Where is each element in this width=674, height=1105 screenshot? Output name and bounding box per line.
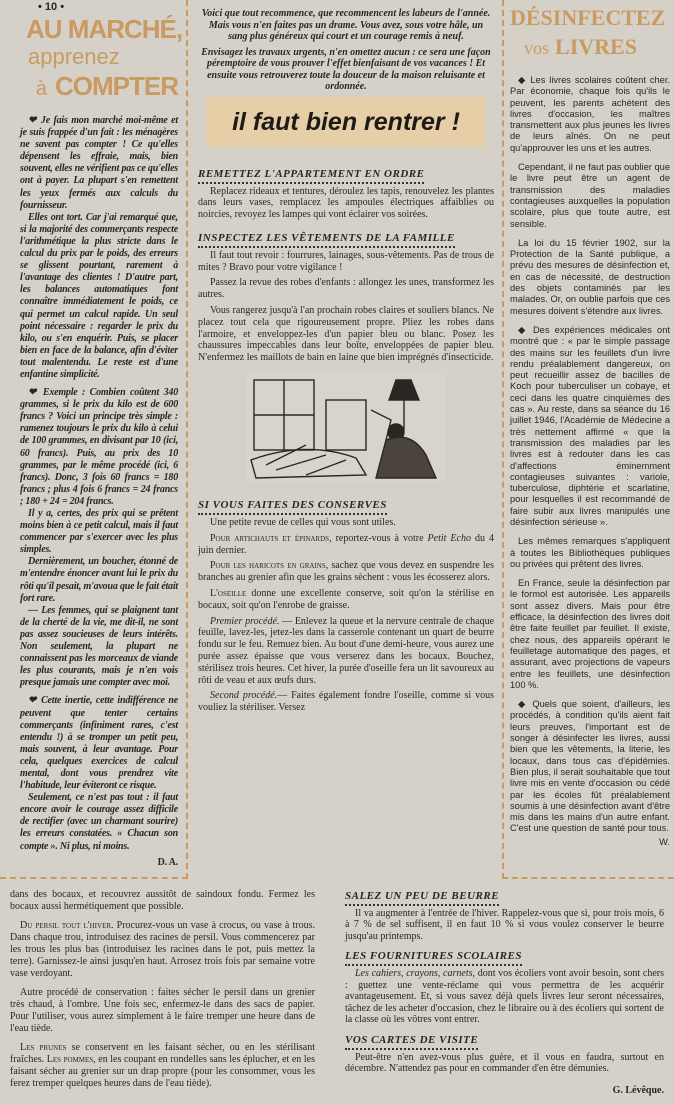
text: , sachez que vous devez en suspendre les branches au grenier afin que les grains sèchent : vous les écosserez alors. [198, 560, 494, 584]
lead-words: Les prunes [20, 1041, 67, 1053]
lead-words: Du persil tout l'hiver [20, 919, 112, 931]
paragraph: ❤ Cette inertie, cette indifférence ne peuvent que tenter certains commerçants (infiniment rares, c'est entendu !) à se tromper un petit peu, mais souvent, à leur avantage. Pour cela, quelques exercices de calcul mental, dont vous prendrez vite l'habitude, leur éviteront ce risque. [20, 695, 178, 792]
section-heading: VOS CARTES DE VISITE [345, 1033, 478, 1050]
text: . Procurez-vous un vase à crocus, ou vase à trous. Dans chaque trou, introduisez des racines de persil. Vous commencerez par les trous les plus bas (introduisez les racines dans le pot, puis mettez la terre). Garnissez-le ainsi jusqu'en haut. Arrosez trois fois par semaine votre vase verdoyant. [10, 919, 315, 979]
left-title-line3 [6, 70, 178, 105]
intro-paragraph: Voici que tout recommence, que recommencent les labeurs de l'année. Mais vous n'en faites pas un drame. Vous avez, sous votre hâle, un sang plus généreux qui court et un courage remis à neuf. [201, 8, 491, 42]
bottom-left-text [10, 889, 315, 1097]
paragraph: dans des bocaux, et recouvrez aussitôt de saindoux fondu. Fermez les bocaux aussi hermétiquement que possible. [10, 888, 315, 912]
paragraph [10, 1042, 315, 1090]
section-heading: SALEZ UN PEU DE BEURRE [345, 889, 499, 906]
right-article-frame [502, 0, 674, 879]
paragraph: Dernièrement, un boucher, étonné de m'entendre énoncer avant lui le prix du rôti qu'il pesait, m'avoua que le fait était fort rare. [20, 556, 178, 604]
paragraph: Il faut tout revoir : fourrures, lainages, sous-vêtements. Pas de trous de mites ? Bravo pour votre vigilance ! [198, 249, 494, 273]
lead-words: Pour artichauts et épinards [210, 532, 330, 544]
text: donne une excellente conserve, soit qu'on la stérilise en bocaux, soit qu'on l'enrobe de graisse. [198, 588, 494, 611]
right-title-line2 [510, 32, 670, 63]
right-title-line1: DÉSINFECTEZ [510, 5, 666, 30]
text: se conservent en les faisant sécher, ou en les stérilisant fraîches. [10, 1041, 315, 1065]
paragraph: Cependant, il ne faut pas oublier que le livre peut être un agent de transmission des maladies contagieuses auxquelles la population scolaire, plus que toute autre, est sensible. [510, 162, 670, 229]
paragraph: Une petite revue de celles qui vous sont utiles. [210, 517, 396, 529]
signature: D. A. [157, 856, 178, 868]
paragraph: ◆ Des expériences médicales ont montré que : « par le simple passage des mains sur les feuillets d'un livre rendu préalablement dangereux, on peut recueillir assez de bacilles de Koch pour tuberculiser un cobaye, et ceci dans les quatre cinquièmes des cas ». Au reste, dans sa séance du 16 juillet 1946, l'Académie de Médecine a très nettement affirmé « que la transmission des maladies par les livres est à redouter dans les cas d'affections éminemment contagieuses suivantes : variole, tuberculose, diphtérie et scarlatine, pour lesquelles il est recommandé de faire subir aux livres manipulés une désinfection sérieuse ». [510, 324, 670, 527]
left-title-small: à [35, 78, 47, 100]
paragraph [198, 560, 494, 584]
paragraph: Replacez rideaux et tentures, déroulez les tapis, renouvelez les plantes dans leurs vases, remplacez les ampoules électriques affaiblies ou noircies, revoyez les lampes qui vont éclairer vos soirées. [198, 185, 494, 221]
text: , dont vos écoliers vont avoir besoin, sont chers : guettez une vente-réclame qui vous permettra de les acquérir avantageusement. Et, si vous savez déjà quels livres leur seront nécessaires, tâchez de les acheter d'occasion, chez le libraire ou à des écoliers qui sortent de la classe où les vôtres vont entrer. [345, 968, 664, 1026]
lead-words: Premier procédé. [210, 615, 280, 627]
paragraph: Il va augmenter à l'entrée de l'hiver. Rappelez-vous que si, pour trois mois, 6 à 7 % de sel suffisent, il en faut 10 % si vous voulez conserver le beurre jusqu'au printemps. [345, 907, 664, 942]
paragraph: ❤ Exemple : Combien coûtent 340 grammes, si le prix du kilo est de 600 francs ? Voici un principe très simple : ramenez toujours le prix du kilo à celui de 100 grammes, en divisant par 10 (ici, 60 francs). Puis, au prix des 10 grammes, par le même procédé (ici, 6 francs). Donc, 3 fois 60 francs = 180 francs ; plus 4 fois 6 francs = 24 francs ; 180 + 24 = 204 francs. [20, 387, 178, 507]
text: — Faites également fondre l'oseille, comme si vous vouliez la stériliser. Versez [198, 690, 494, 714]
text: , en les coupant en rondelles sans les éplucher, et en les faisant sécher au grenier sur un drap propre (pour les consommer, vous les ferez tremper quelques heures dans de l'eau tiède). [10, 1053, 315, 1089]
lead-words: L'oseille [210, 588, 247, 600]
right-article-body [510, 75, 670, 848]
paragraph [10, 920, 315, 980]
left-title-line2: apprenez [28, 44, 120, 69]
magazine-name: Petit Echo [427, 532, 471, 544]
bottom-right-text [345, 889, 664, 1097]
paragraph: — Les femmes, qui se plaignent tant de la cherté de la vie, me dit-il, ne sont pas assez soucieuses de leurs intérêts. Non seulement, la plupart ne connaissent pas les morceaux de viande les plus courants, mais je n'en vois presque jamais une compter avec moi. [20, 604, 178, 689]
right-title-small: vos [524, 38, 550, 58]
left-article-frame [0, 0, 188, 879]
paragraph: Il y a, certes, des prix qui se prêtent moins bien à ce petit calcul, mais il faut commencer par s'exercer avec les plus simples. [20, 508, 178, 556]
right-title-livres: LIVRES [555, 34, 637, 59]
paragraph: Autre procédé de conservation : faites sécher le persil dans un grenier très chaud, à l'ombre. Une fois sec, enfermez-le dans des sacs de papier. Pour l'utiliser, vous aurez simplement à le faire tremper une heure dans de l'eau tiède. [10, 986, 315, 1034]
page-number: • 10 • [38, 1, 65, 13]
lead-words: Second procédé. [210, 690, 278, 702]
paragraph: ◆ Les livres scolaires coûtent cher. Par économie, chaque fois qu'ils le peuvent, les parents achètent des livres d'occasion, les maîtres transmettent aux plus jeunes les livres de leurs aînés. On ne peut qu'approuver les uns et les autres. [510, 75, 670, 153]
lead-words: Les pommes [46, 1053, 94, 1065]
paragraph: ◆ Quels que soient, d'ailleurs, les procédés, à condition qu'ils aient fait leurs preuves, l'important est de songer à désinfecter les livres, aussi bien que les vêtements, la literie, les locaux, dans tous cas d'épidémies. Bien plus, il serait souhaitable que tout livre mis en vente d'occasion ou cédé par les écoles fût préalablement soumis à une désinfection avant d'être mis dans les mains d'un autre enfant. C'est une question de santé pour tous. [510, 699, 670, 834]
lead-words: Les cahiers, crayons, carnets [355, 968, 473, 980]
intro-paragraph: Envisagez les travaux urgents, n'en omettez aucun : ce sera une façon péremptoire de vous prouver l'effet bienfaisant de vos vacances ! Et ensuite vous retrouverez toute la douceur de la maison reluisante et ordonnée. [201, 46, 491, 92]
paragraph: Elles ont tort. Car j'ai remarqué que, si la majorité des commerçants respecte l'arithmétique la plus stricte dans le calcul du prix par le poids, des erreurs se glissent pourtant, rarement à l'avantage des clientes ! D'autre part, les balances automatiques font connaître immédiatement le poids, ce qui permet un calcul rapide. Un seul point nécessaire : regarder le prix du kilo, ou s'en enquérir. Puis, se placer bien en face de la balance, afin d'éviter tout malentendu. Le reste est d'une enfantine simplicité. [20, 211, 178, 380]
paragraph [198, 690, 494, 714]
paragraph: La loi du 15 février 1902, sur la Protection de la Santé publique, a prévu des mesures de désinfection et, en cas de nécessité, de destruction des objets contaminés par les malades. Or, on oublie parfois que ces mesures doivent s'étendre aux livres. [510, 237, 670, 316]
text: — Enlevez la queue et la nervure centrale de chaque feuille, lavez-les, jetez-les dans la casserole contenant un quart de beurre fondu sur le feu. Remuez bien. Au bout d'une demi-heure, vous aurez une purée assez épaisse que vous verserez dans les bocaux. Bouchez, stérilisez trois heures. Cet hiver, la purée d'oseille fera un lit savoureux au rôti de veau et aux œufs durs. [198, 615, 495, 686]
paragraph [198, 588, 494, 612]
paragraph: En France, seule la désinfection par le formol est autorisée. Les appareils sont assez divers. Mais pour être efficace, la désinfection des livres doit être faite feuillet par feuillet. Il existe, chez nous, des appareils opérant le feuilletage automatique des pages, et assurant, avec projections de vapeurs entre les feuillets, une désinfection 100 %. [510, 578, 670, 690]
paragraph: Vous rangerez jusqu'à l'an prochain robes claires et souliers blancs. Ne placez tout cela que rigoureusement propre. Pliez les robes dans l'armoire, et enveloppez-les d'un papier bleu ou blanc. Posez les chaussures impeccables dans leur boîte, enveloppées de papier bleu. N'enfermez les maillots de bain en laine que bien imprégnés d'insecticide. [198, 305, 494, 364]
left-title-line1: AU MARCHÉ, [26, 14, 183, 44]
left-article-body [6, 115, 178, 869]
section-heading: REMETTEZ L'APPARTEMENT EN ORDRE [198, 167, 424, 184]
text: du 4 juin dernier. [198, 532, 494, 556]
paragraph [198, 616, 494, 687]
paragraph [198, 533, 494, 557]
text: , reportez-vous à votre [329, 532, 428, 544]
paragraph [345, 968, 664, 1026]
paragraph: Seulement, ce n'est pas tout : il faut encore avoir le courage assez difficile de rectifier (avec un charmant sourire) les erreurs constatées. « Chacun son compte ». Ni plus, ni moins. [20, 792, 178, 852]
paragraph: Les mêmes remarques s'appliquent à toutes les Bibliothèques publiques ou privées qui prêtent des livres. [510, 536, 670, 569]
illustration-sewing-woman [246, 370, 446, 482]
middle-article [188, 0, 502, 879]
section-heading: LES FOURNITURES SCOLAIRES [345, 949, 522, 966]
left-title-compter: COMPTER [55, 71, 178, 101]
signature: W. [659, 836, 670, 847]
lead-words: Pour les haricots en grains [210, 560, 326, 572]
article-title-banner: il faut bien rentrer ! [206, 97, 486, 147]
paragraph: Peut-être n'en avez-vous plus guère, et il vous en faudra, surtout en décembre. N'attendez pas pour en commander d'en être démunies. [345, 1051, 664, 1075]
paragraph: Passez la revue des robes d'enfants : allongez les unes, transformez les autres. [198, 277, 494, 301]
section-heading: INSPECTEZ LES VÊTEMENTS DE LA FAMILLE [198, 231, 455, 248]
bottom-section [0, 879, 674, 1105]
paragraph: ❤ Je fais mon marché moi-même et je suis frappée d'un fait : les ménagères ne savent pas compter ! Ce qu'elles dépensent les effraie, mais, bien souvent, elles ne vérifient pas ce qu'elles ont à payer. La plupart s'en remettent les yeux fermés aux calculs du fournisseur. [20, 115, 178, 211]
signature: G. Lévêque. [612, 1084, 664, 1096]
section-heading: SI VOUS FAITES DES CONSERVES [198, 498, 387, 515]
